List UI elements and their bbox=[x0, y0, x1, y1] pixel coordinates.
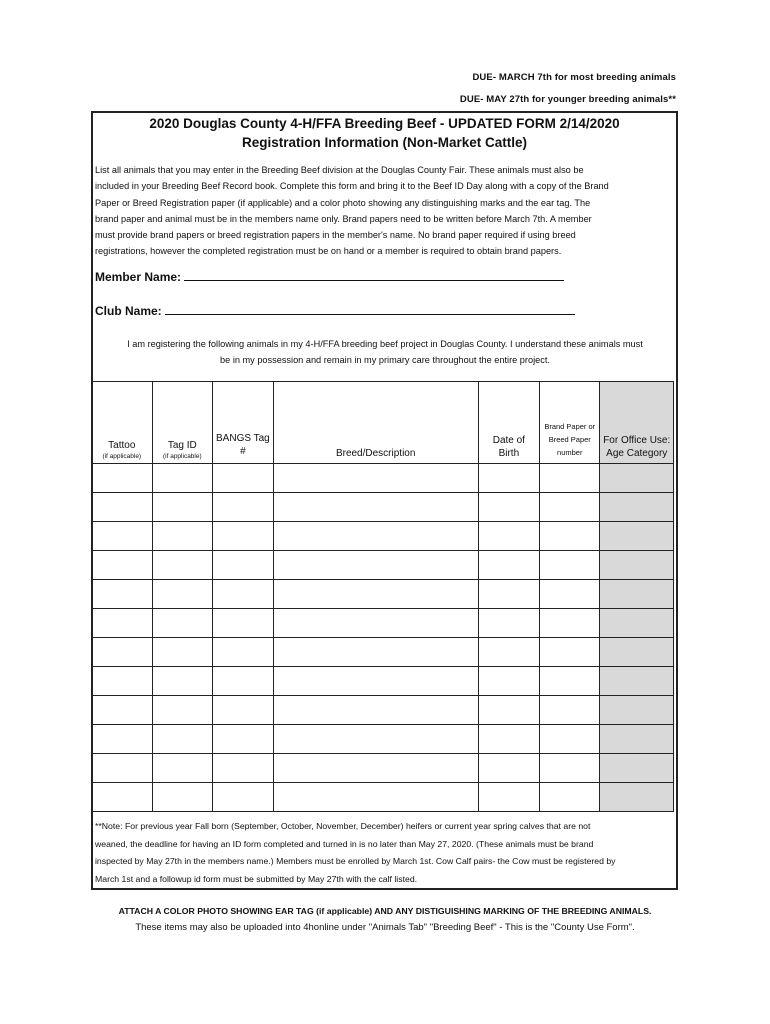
cell-tag-id[interactable] bbox=[152, 638, 213, 667]
column-header-label: For Office Use: bbox=[603, 435, 671, 446]
cell-bangs-tag[interactable] bbox=[213, 783, 274, 812]
column-header-sub: (if applicable) bbox=[162, 453, 202, 460]
member-name-field[interactable] bbox=[184, 268, 564, 281]
note-line: inspected by May 27th in the members name.) Members must be enrolled by March 1st. Cow Calf pairs- the Cow must be registered by bbox=[95, 856, 616, 866]
cell-bangs-tag[interactable] bbox=[213, 667, 274, 696]
column-header-tattoo bbox=[92, 382, 153, 464]
cell-breed-description[interactable] bbox=[273, 580, 478, 609]
cell-brand-paper[interactable] bbox=[540, 522, 600, 551]
table-header-row bbox=[92, 382, 674, 464]
cell-brand-paper[interactable] bbox=[540, 464, 600, 493]
cell-tag-id[interactable] bbox=[152, 464, 213, 493]
instructions-line: List all animals that you may enter in the Breeding Beef division at the Douglas County Fair. These animals must also be bbox=[95, 165, 584, 175]
note-line: **Note: For previous year Fall born (September, October, November, December) heifers or current year spring calves that are not bbox=[95, 821, 591, 831]
cell-date-of-birth[interactable] bbox=[478, 667, 539, 696]
cell-tattoo[interactable] bbox=[92, 783, 153, 812]
column-header-label: Birth bbox=[498, 448, 520, 459]
instructions-line: brand paper and animal must be in the members name only. Brand papers need to be written before March 7th. A member bbox=[95, 213, 592, 224]
registration-statement-line: I am registering the following animals in my 4-H/FFA breeding beef project in Douglas County. I understand these animals must bbox=[127, 339, 643, 349]
cell-breed-description[interactable] bbox=[273, 696, 478, 725]
column-header-label: # bbox=[240, 446, 246, 457]
cell-brand-paper[interactable] bbox=[540, 638, 600, 667]
cell-tattoo[interactable] bbox=[92, 464, 153, 493]
cell-date-of-birth[interactable] bbox=[478, 783, 539, 812]
column-header-tag-id bbox=[152, 382, 213, 464]
cell-tag-id[interactable] bbox=[152, 580, 213, 609]
cell-tag-id[interactable] bbox=[152, 493, 213, 522]
note-line: weaned, the deadline for having an ID form completed and turned in is no later than May 27, 2020. (These animals must be brand bbox=[95, 838, 594, 849]
instructions-line: included in your Breeding Beef Record book. Complete this form and bring it to the Beef ID Day along with a copy of the Brand bbox=[95, 181, 609, 192]
cell-tattoo[interactable] bbox=[92, 580, 153, 609]
cell-bangs-tag[interactable] bbox=[213, 551, 274, 580]
column-header-label: Brand Paper or bbox=[544, 422, 596, 431]
instructions-line: Paper or Breed Registration paper (if applicable) and a color photo showing any distinguishing marks and the ear tag. The bbox=[95, 197, 591, 208]
table-row bbox=[92, 580, 674, 609]
cell-office-use bbox=[600, 464, 674, 493]
column-header-office-use bbox=[600, 382, 674, 464]
cell-date-of-birth[interactable] bbox=[478, 725, 539, 754]
instructions-line: must provide brand papers or breed registration papers in the member's name. No brand paper required if using breed bbox=[95, 230, 576, 241]
table-row bbox=[92, 696, 674, 725]
table-row bbox=[92, 522, 674, 551]
cell-bangs-tag[interactable] bbox=[213, 464, 274, 493]
cell-tag-id[interactable] bbox=[152, 667, 213, 696]
cell-breed-description[interactable] bbox=[273, 609, 478, 638]
cell-date-of-birth[interactable] bbox=[478, 609, 539, 638]
column-header-bangs-tag bbox=[213, 382, 274, 464]
column-header-label: BANGS Tag bbox=[216, 433, 270, 444]
note-section bbox=[93, 818, 679, 888]
column-header-label: Breed Paper bbox=[548, 435, 591, 444]
member-name-label: Member Name: bbox=[95, 270, 182, 284]
cell-tag-id[interactable] bbox=[152, 783, 213, 812]
cell-brand-paper[interactable] bbox=[540, 609, 600, 638]
cell-tattoo[interactable] bbox=[92, 522, 153, 551]
form-frame bbox=[91, 111, 678, 890]
cell-breed-description[interactable] bbox=[273, 464, 478, 493]
cell-office-use bbox=[600, 725, 674, 754]
cell-tag-id[interactable] bbox=[152, 754, 213, 783]
cell-office-use bbox=[600, 754, 674, 783]
form-title: 2020 Douglas County 4-H/FFA Breeding Beef - UPDATED FORM 2/14/2020 bbox=[149, 116, 620, 131]
cell-bangs-tag[interactable] bbox=[213, 580, 274, 609]
cell-date-of-birth[interactable] bbox=[478, 493, 539, 522]
column-header-brand-paper bbox=[540, 382, 600, 464]
cell-breed-description[interactable] bbox=[273, 551, 478, 580]
table-row bbox=[92, 754, 674, 783]
table-row bbox=[92, 609, 674, 638]
cell-office-use bbox=[600, 551, 674, 580]
table-row bbox=[92, 464, 674, 493]
animals-table bbox=[91, 381, 674, 812]
cell-breed-description[interactable] bbox=[273, 754, 478, 783]
cell-brand-paper[interactable] bbox=[540, 725, 600, 754]
cell-tag-id[interactable] bbox=[152, 696, 213, 725]
cell-breed-description[interactable] bbox=[273, 522, 478, 551]
cell-tag-id[interactable] bbox=[152, 551, 213, 580]
table-row bbox=[92, 493, 674, 522]
table-row bbox=[92, 638, 674, 667]
cell-breed-description[interactable] bbox=[273, 725, 478, 754]
table-row bbox=[92, 551, 674, 580]
attach-photo-instruction: ATTACH A COLOR PHOTO SHOWING EAR TAG (if applicable) AND ANY DISTIGUISHING MARKING OF THE BREEDING ANIMALS. bbox=[118, 906, 652, 916]
cell-date-of-birth[interactable] bbox=[478, 522, 539, 551]
form-subtitle: Registration Information (Non-Market Cattle) bbox=[241, 135, 527, 150]
table-row bbox=[92, 783, 674, 812]
cell-tag-id[interactable] bbox=[152, 609, 213, 638]
cell-breed-description[interactable] bbox=[273, 783, 478, 812]
cell-office-use bbox=[600, 580, 674, 609]
cell-tag-id[interactable] bbox=[152, 522, 213, 551]
cell-brand-paper[interactable] bbox=[540, 667, 600, 696]
member-name-row bbox=[95, 268, 564, 284]
cell-bangs-tag[interactable] bbox=[213, 725, 274, 754]
club-name-field[interactable] bbox=[165, 302, 575, 315]
note-line: March 1st and a followup id form must be submitted by May 27th with the calf listed. bbox=[95, 873, 418, 884]
registration-statement bbox=[95, 336, 675, 368]
cell-tattoo[interactable] bbox=[92, 667, 153, 696]
cell-brand-paper[interactable] bbox=[540, 783, 600, 812]
column-header-date-of-birth bbox=[478, 382, 539, 464]
column-header-label: Age Category bbox=[606, 448, 668, 459]
cell-office-use bbox=[600, 609, 674, 638]
cell-tattoo[interactable] bbox=[92, 638, 153, 667]
cell-date-of-birth[interactable] bbox=[478, 754, 539, 783]
club-name-label: Club Name: bbox=[95, 304, 162, 318]
cell-breed-description[interactable] bbox=[273, 493, 478, 522]
cell-breed-description[interactable] bbox=[273, 638, 478, 667]
cell-office-use bbox=[600, 667, 674, 696]
cell-tattoo[interactable] bbox=[92, 725, 153, 754]
cell-date-of-birth[interactable] bbox=[478, 638, 539, 667]
cell-brand-paper[interactable] bbox=[540, 696, 600, 725]
cell-tattoo[interactable] bbox=[92, 696, 153, 725]
cell-tattoo[interactable] bbox=[92, 551, 153, 580]
column-header-label: Breed/Description bbox=[335, 448, 416, 459]
cell-office-use bbox=[600, 522, 674, 551]
cell-tattoo[interactable] bbox=[92, 609, 153, 638]
cell-date-of-birth[interactable] bbox=[478, 551, 539, 580]
cell-bangs-tag[interactable] bbox=[213, 638, 274, 667]
table-row bbox=[92, 725, 674, 754]
cell-bangs-tag[interactable] bbox=[213, 609, 274, 638]
cell-brand-paper[interactable] bbox=[540, 754, 600, 783]
upload-instruction: These items may also be uploaded into 4honline under "Animals Tab" "Breeding Beef" - This is the "County Use Form". bbox=[135, 922, 635, 933]
cell-breed-description[interactable] bbox=[273, 667, 478, 696]
column-header-breed-description bbox=[273, 382, 478, 464]
instructions-line: registrations, however the completed registration must be on hand or a member is required to obtain brand papers. bbox=[95, 246, 562, 257]
cell-brand-paper[interactable] bbox=[540, 580, 600, 609]
cell-tattoo[interactable] bbox=[92, 493, 153, 522]
cell-brand-paper[interactable] bbox=[540, 551, 600, 580]
cell-brand-paper[interactable] bbox=[540, 493, 600, 522]
cell-tattoo[interactable] bbox=[92, 754, 153, 783]
club-name-row bbox=[95, 302, 575, 318]
cell-tag-id[interactable] bbox=[152, 725, 213, 754]
column-header-label: number bbox=[557, 448, 583, 457]
registration-statement-line: be in my possession and remain in my primary care throughout the entire project. bbox=[220, 355, 550, 365]
table-row bbox=[92, 667, 674, 696]
cell-date-of-birth[interactable] bbox=[478, 580, 539, 609]
cell-office-use bbox=[600, 493, 674, 522]
cell-date-of-birth[interactable] bbox=[478, 696, 539, 725]
cell-office-use bbox=[600, 783, 674, 812]
cell-bangs-tag[interactable] bbox=[213, 522, 274, 551]
cell-bangs-tag[interactable] bbox=[213, 696, 274, 725]
column-header-label: Tattoo bbox=[108, 440, 136, 451]
due-march-notice: DUE- MARCH 7th for most breeding animals bbox=[472, 72, 676, 83]
due-may-notice: DUE- MAY 27th for younger breeding animals** bbox=[459, 94, 676, 105]
cell-office-use bbox=[600, 696, 674, 725]
cell-date-of-birth[interactable] bbox=[478, 464, 539, 493]
cell-office-use bbox=[600, 638, 674, 667]
column-header-sub: (if applicable) bbox=[102, 453, 142, 460]
cell-bangs-tag[interactable] bbox=[213, 754, 274, 783]
instructions bbox=[95, 162, 675, 260]
column-header-label: Date of bbox=[492, 435, 525, 446]
cell-bangs-tag[interactable] bbox=[213, 493, 274, 522]
column-header-label: Tag ID bbox=[167, 440, 197, 451]
